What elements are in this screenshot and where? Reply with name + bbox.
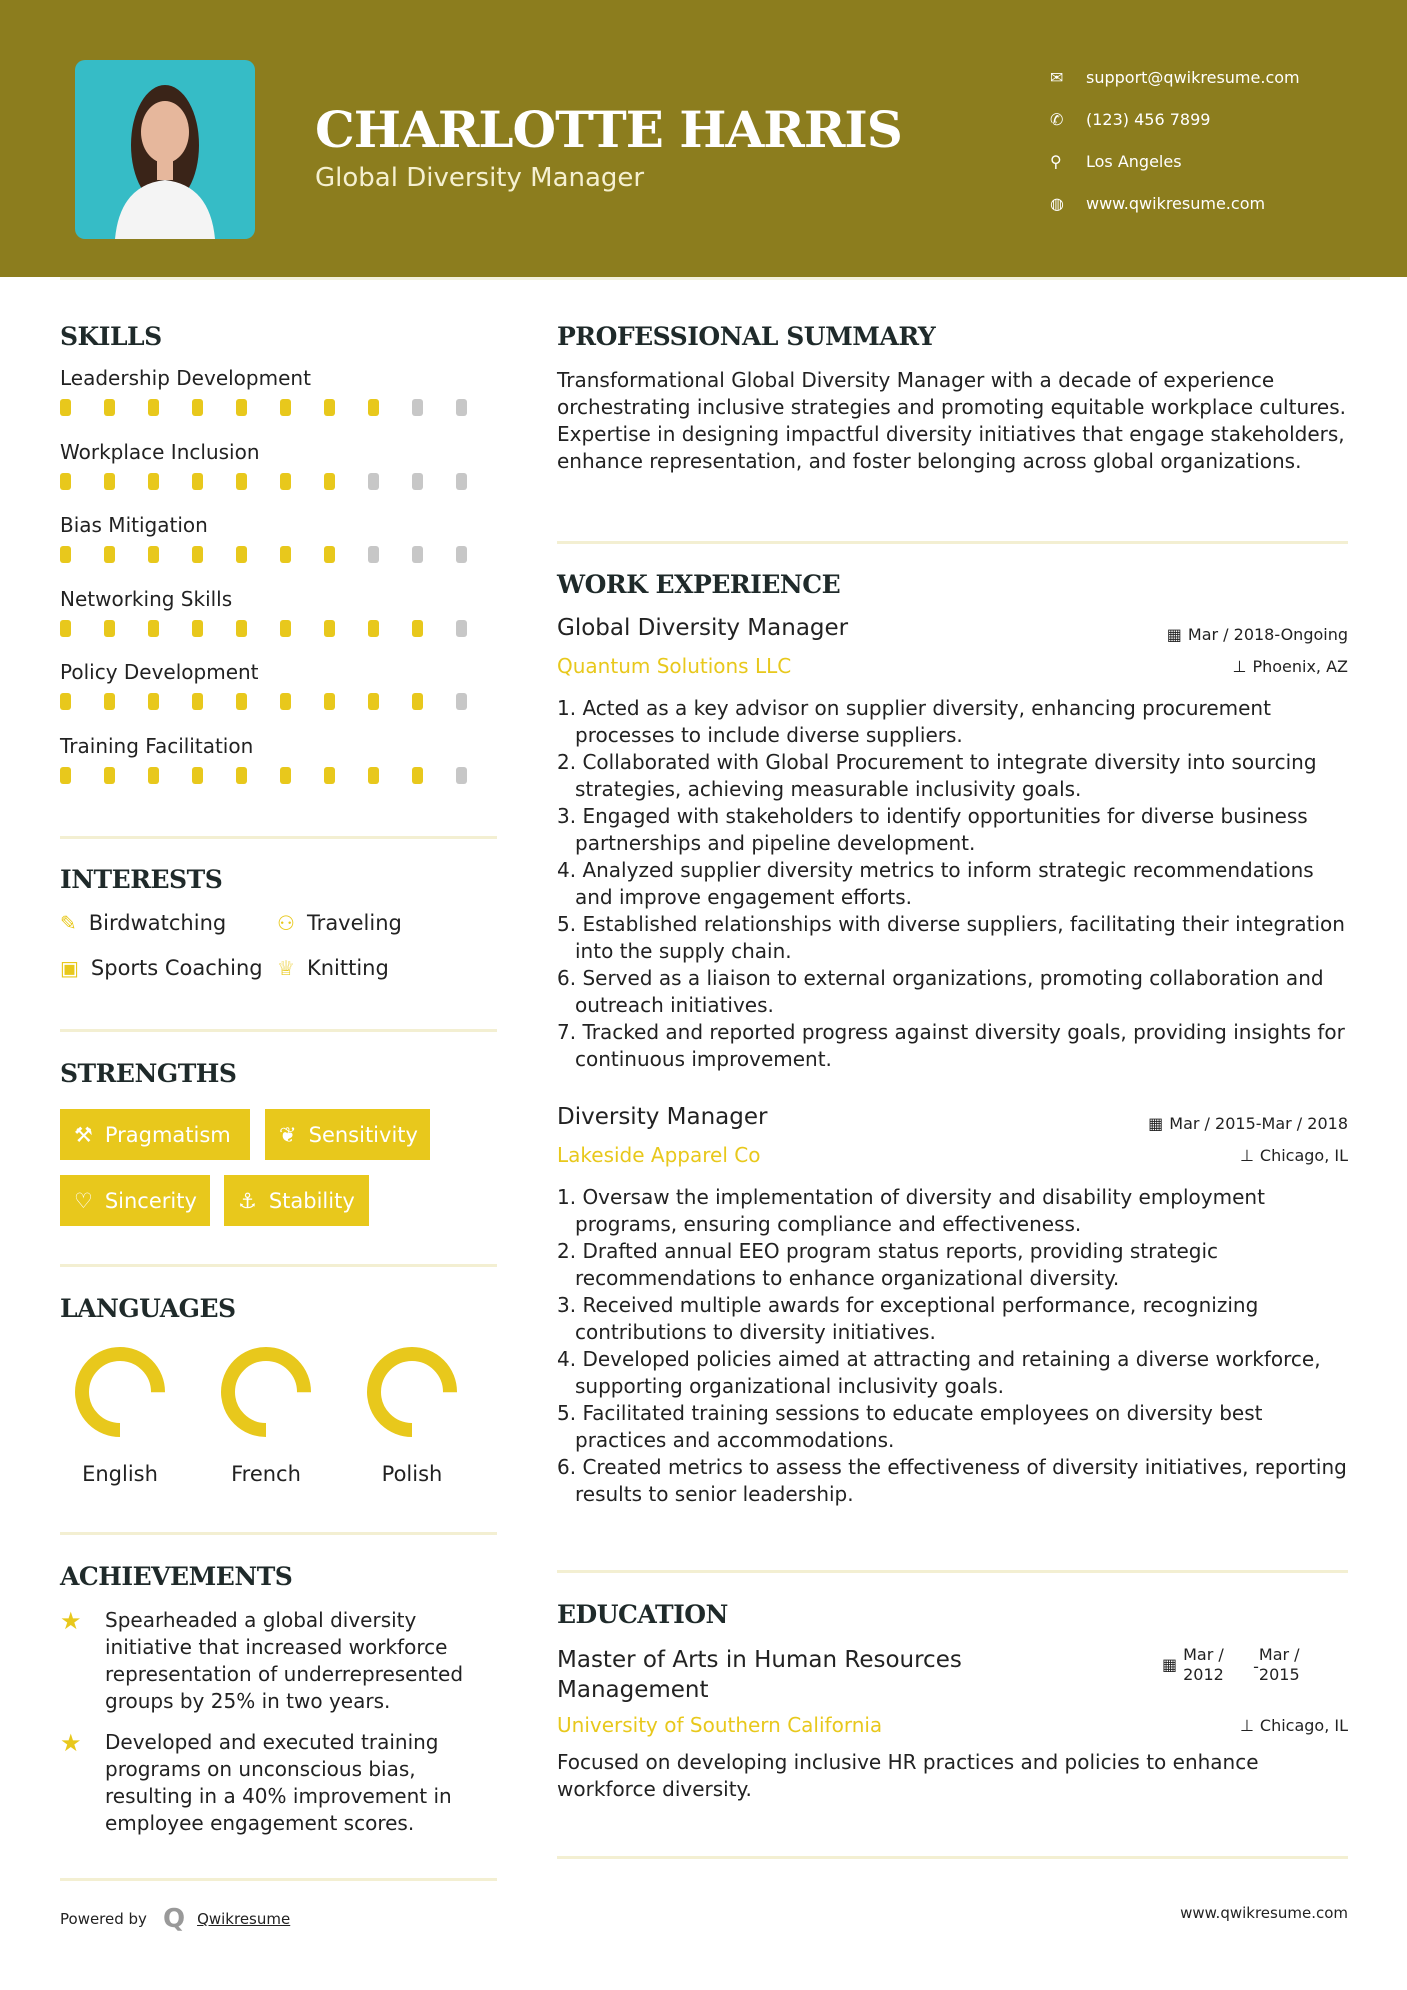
- divider: [60, 836, 497, 839]
- phone-text: (123) 456 7899: [1086, 109, 1211, 129]
- bullet-item: 5. Facilitated training sessions to educate employees on diversity best practices and accommodations.: [557, 1401, 1263, 1452]
- binoculars-icon: ⚇: [277, 911, 295, 935]
- company-name: Quantum Solutions LLC: [557, 654, 792, 678]
- rating-dot: [60, 473, 71, 490]
- company-name: Lakeside Apparel Co: [557, 1143, 761, 1167]
- rating-dot: [412, 767, 423, 784]
- skill-label: Workplace Inclusion: [60, 439, 260, 464]
- skill-label: Training Facilitation: [60, 733, 254, 758]
- skill-label: Policy Development: [60, 660, 259, 684]
- rating-dot: [324, 473, 335, 490]
- contact-website[interactable]: [1050, 182, 1300, 224]
- location-text: Phoenix, AZ: [1252, 657, 1348, 676]
- rating-dot: [280, 620, 291, 637]
- strength-label: Pragmatism: [104, 1122, 231, 1147]
- rating-dot: [104, 473, 115, 490]
- globe-icon: ◍: [1050, 193, 1064, 213]
- rating-dot: [192, 767, 203, 784]
- rating-dot: [324, 546, 335, 563]
- strength-label: Sensitivity: [308, 1122, 418, 1147]
- profile-photo: [75, 60, 255, 239]
- bullet-item: 6. Created metrics to assess the effectiveness of diversity initiatives, reporting results to senior leadership.: [557, 1455, 1347, 1506]
- strength-badge: [60, 1109, 250, 1160]
- job-dates: [1148, 1114, 1348, 1133]
- strength-badge: [60, 1175, 210, 1226]
- skill-item: [60, 660, 500, 710]
- job-title: Global Diversity Manager: [557, 615, 849, 641]
- gavel-icon: ⚒: [74, 1122, 93, 1147]
- rating-dot: [280, 693, 291, 710]
- job-title: Diversity Manager: [557, 1104, 768, 1130]
- divider: [60, 1264, 497, 1267]
- divider: [557, 1856, 1348, 1859]
- interest-item: [277, 911, 402, 935]
- rating-dot: [412, 399, 423, 416]
- language-level-ring: [366, 1346, 458, 1438]
- rating-dot: [148, 620, 159, 637]
- rating-dot: [236, 620, 247, 637]
- bullet-item: 6. Served as a liaison to external organizations, promoting collaboration and outreach initiatives.: [557, 966, 1324, 1017]
- rating-dot: [148, 693, 159, 710]
- rating-dot: [104, 620, 115, 637]
- bullet-item: 3. Received multiple awards for exceptional performance, recognizing contributions to diversity initiatives.: [557, 1293, 1259, 1344]
- language-label: French: [231, 1462, 301, 1486]
- footer-website[interactable]: www.qwikresume.com: [1180, 1904, 1348, 1922]
- rating-dot: [192, 620, 203, 637]
- rating-dot: [236, 693, 247, 710]
- rating-dot: [324, 767, 335, 784]
- rating-dot: [324, 693, 335, 710]
- rating-dot: [412, 546, 423, 563]
- contact-list: [1050, 56, 1300, 224]
- rating-dot: [104, 399, 115, 416]
- skill-label: Leadership Development: [60, 366, 311, 390]
- summary-heading: PROFESSIONAL SUMMARY: [557, 322, 936, 351]
- skill-item: [60, 734, 500, 784]
- bullet-item: 2. Drafted annual EEO program status reports, providing strategic recommendations to enhance organizational diversity.: [557, 1239, 1219, 1290]
- contact-phone[interactable]: [1050, 98, 1300, 140]
- language-label: Polish: [381, 1462, 443, 1486]
- brand-link[interactable]: Qwikresume: [197, 1910, 291, 1928]
- pushpin-icon: ⊥: [1239, 1716, 1254, 1735]
- briefcase-icon: ▣: [60, 956, 79, 980]
- rating-dot: [60, 620, 71, 637]
- powered-by-text: Powered by: [60, 1910, 147, 1928]
- strength-badge: [265, 1109, 430, 1160]
- divider: [557, 541, 1348, 544]
- rating-dot: [368, 620, 379, 637]
- rating-dot: [192, 546, 203, 563]
- achievement-item: [60, 1607, 500, 1715]
- job-location: [1233, 657, 1349, 676]
- rating-dot: [412, 693, 423, 710]
- rating-dot: [456, 473, 467, 490]
- star-icon: ★: [60, 1729, 82, 1757]
- contact-location: [1050, 140, 1300, 182]
- school-name: University of Southern California: [557, 1713, 883, 1737]
- interest-label: Traveling: [306, 911, 402, 935]
- strengths-heading: STRENGTHS: [60, 1059, 237, 1088]
- skill-item: [60, 440, 500, 490]
- calendar-icon: ▦: [1148, 1114, 1164, 1133]
- language-item: [352, 1346, 472, 1486]
- divider: [60, 1532, 497, 1535]
- divider: [557, 1570, 1348, 1573]
- rating-dot: [192, 473, 203, 490]
- heart-icon: ♡: [74, 1188, 93, 1213]
- skills-heading: SKILLS: [60, 322, 162, 351]
- strength-label: Sincerity: [104, 1188, 197, 1213]
- bullet-item: 1. Acted as a key advisor on supplier diversity, enhancing procurement processes to include diverse suppliers.: [557, 696, 1271, 747]
- rating-dot: [368, 473, 379, 490]
- achievement-item: [60, 1729, 500, 1837]
- rating-dot: [236, 473, 247, 490]
- pushpin-icon: ⊥: [1239, 1146, 1254, 1165]
- location-text: Chicago, IL: [1259, 1146, 1348, 1165]
- rating-dot: [236, 399, 247, 416]
- rating-dot: [456, 546, 467, 563]
- language-item: [206, 1346, 326, 1486]
- rating-dot: [456, 399, 467, 416]
- rating-dot: [60, 693, 71, 710]
- rating-dot: [236, 767, 247, 784]
- skill-rating: [60, 693, 500, 710]
- rating-dot: [456, 767, 467, 784]
- achievement-text: Spearheaded a global diversity initiative that increased workforce representation of underrepresented groups by 25% in two years.: [105, 1608, 464, 1713]
- divider: [60, 277, 1350, 280]
- summary-text: Transformational Global Diversity Manager with a decade of experience orchestrating inclusive strategies and promoting equitable workplace cultures. Expertise in designing impactful diversity initiatives that engage stakeholders, enhance representation, and foster belonging across global organizations.: [557, 368, 1346, 473]
- interest-item: [60, 956, 263, 980]
- skill-rating: [60, 620, 500, 637]
- qwikresume-logo-icon: Q: [162, 1904, 186, 1934]
- interest-label: Knitting: [306, 956, 389, 980]
- rating-dot: [368, 546, 379, 563]
- email-text: support@qwikresume.com: [1086, 67, 1300, 87]
- rating-dot: [412, 620, 423, 637]
- skill-rating: [60, 767, 500, 784]
- skill-item: [60, 587, 500, 637]
- anchor-icon: ⚓: [238, 1188, 257, 1213]
- rating-dot: [324, 399, 335, 416]
- leaf-icon: ❦: [279, 1122, 297, 1147]
- rating-dot: [324, 620, 335, 637]
- location-text: Los Angeles: [1086, 151, 1182, 171]
- interest-label: Birdwatching: [88, 911, 227, 935]
- candidate-title: Global Diversity Manager: [315, 163, 645, 193]
- achievements-heading: ACHIEVEMENTS: [60, 1562, 293, 1591]
- end-date: Mar / 2015: [1258, 1645, 1300, 1684]
- language-label: English: [82, 1462, 158, 1486]
- job-bullets: [557, 695, 1347, 1073]
- bullet-item: 4. Analyzed supplier diversity metrics to inform strategic recommendations and improve engagement efforts.: [557, 858, 1314, 909]
- rating-dot: [280, 473, 291, 490]
- interest-label: Sports Coaching: [90, 956, 263, 980]
- bullet-item: 1. Oversaw the implementation of diversity and disability employment programs, ensuring compliance and effectiveness.: [557, 1185, 1265, 1236]
- rating-dot: [60, 546, 71, 563]
- skill-item: [60, 366, 500, 416]
- bullet-item: 7. Tracked and reported progress against diversity goals, providing insights for continuous improvement.: [557, 1020, 1345, 1071]
- pushpin-icon: ⊥: [1232, 657, 1247, 676]
- rating-dot: [148, 767, 159, 784]
- trophy-icon: ♕: [277, 956, 295, 980]
- divider: [60, 1878, 497, 1881]
- contact-email[interactable]: [1050, 56, 1300, 98]
- language-level-ring: [220, 1346, 312, 1438]
- rating-dot: [368, 767, 379, 784]
- rating-dot: [60, 399, 71, 416]
- job-dates: [1167, 625, 1348, 644]
- skill-rating: [60, 546, 500, 563]
- rating-dot: [60, 767, 71, 784]
- rating-dot: [280, 399, 291, 416]
- rating-dot: [148, 473, 159, 490]
- interests-heading: INTERESTS: [60, 865, 223, 894]
- rating-dot: [456, 620, 467, 637]
- calendar-icon: ▦: [1166, 625, 1182, 644]
- bullet-item: 2. Collaborated with Global Procurement to integrate diversity into sourcing strategies, achieving measurable inclusivity goals.: [557, 750, 1317, 801]
- education-location: [1240, 1716, 1348, 1735]
- map-marker-icon: ⚲: [1050, 151, 1062, 171]
- skill-rating: [60, 473, 500, 490]
- strength-label: Stability: [268, 1188, 355, 1213]
- education-description: Focused on developing inclusive HR practices and policies to enhance workforce diversity.: [557, 1750, 1259, 1801]
- skill-rating: [60, 399, 500, 416]
- skill-label: Bias Mitigation: [60, 513, 208, 537]
- divider: [60, 1029, 497, 1032]
- dates-text: Mar / 2018-Ongoing: [1187, 625, 1348, 644]
- rating-dot: [104, 546, 115, 563]
- rating-dot: [148, 399, 159, 416]
- dates-text: Mar / 2015-Mar / 2018: [1169, 1114, 1348, 1133]
- experience-heading: WORK EXPERIENCE: [557, 570, 841, 599]
- education-heading: EDUCATION: [557, 1600, 728, 1629]
- rating-dot: [368, 399, 379, 416]
- job-bullets: [557, 1184, 1347, 1508]
- envelope-icon: ✉: [1050, 67, 1064, 87]
- rating-dot: [412, 473, 423, 490]
- pencil-square-icon: ✎: [60, 911, 77, 935]
- rating-dot: [148, 546, 159, 563]
- bullet-item: 4. Developed policies aimed at attracting and retaining a diverse workforce, supporting organizational inclusivity goals.: [557, 1347, 1321, 1398]
- location-text: Chicago, IL: [1259, 1716, 1348, 1735]
- rating-dot: [192, 693, 203, 710]
- education-dates: [1162, 1645, 1309, 1685]
- rating-dot: [104, 693, 115, 710]
- footer-powered: [60, 1904, 290, 1934]
- start-date: Mar / 2012: [1183, 1645, 1224, 1684]
- rating-dot: [104, 767, 115, 784]
- phone-icon: ✆: [1050, 109, 1064, 129]
- rating-dot: [280, 546, 291, 563]
- calendar-icon: ▦: [1162, 1655, 1178, 1674]
- bullet-item: 5. Established relationships with diverse suppliers, facilitating their integration into the supply chain.: [557, 912, 1345, 963]
- rating-dot: [456, 693, 467, 710]
- achievement-text: Developed and executed training programs on unconscious bias, resulting in a 40% improvement in employee engagement scores.: [105, 1730, 452, 1835]
- languages-heading: LANGUAGES: [60, 1294, 236, 1323]
- date-separator: -: [1253, 1657, 1259, 1676]
- language-level-ring: [74, 1346, 166, 1438]
- rating-dot: [236, 546, 247, 563]
- language-item: [60, 1346, 180, 1486]
- rating-dot: [192, 399, 203, 416]
- website-text: www.qwikresume.com: [1086, 193, 1266, 213]
- bullet-item: 3. Engaged with stakeholders to identify opportunities for diverse business partnerships and pipeline development.: [557, 804, 1308, 855]
- skill-item: [60, 513, 500, 563]
- skill-label: Networking Skills: [60, 586, 233, 611]
- star-icon: ★: [60, 1607, 82, 1635]
- strength-badge: [224, 1175, 369, 1226]
- degree-title: Master of Arts in Human Resources Management: [557, 1647, 962, 1703]
- candidate-name: CHARLOTTE HARRIS: [315, 100, 902, 159]
- interest-item: [277, 956, 389, 980]
- job-location: [1240, 1146, 1348, 1165]
- rating-dot: [368, 693, 379, 710]
- rating-dot: [280, 767, 291, 784]
- interest-item: [60, 911, 226, 935]
